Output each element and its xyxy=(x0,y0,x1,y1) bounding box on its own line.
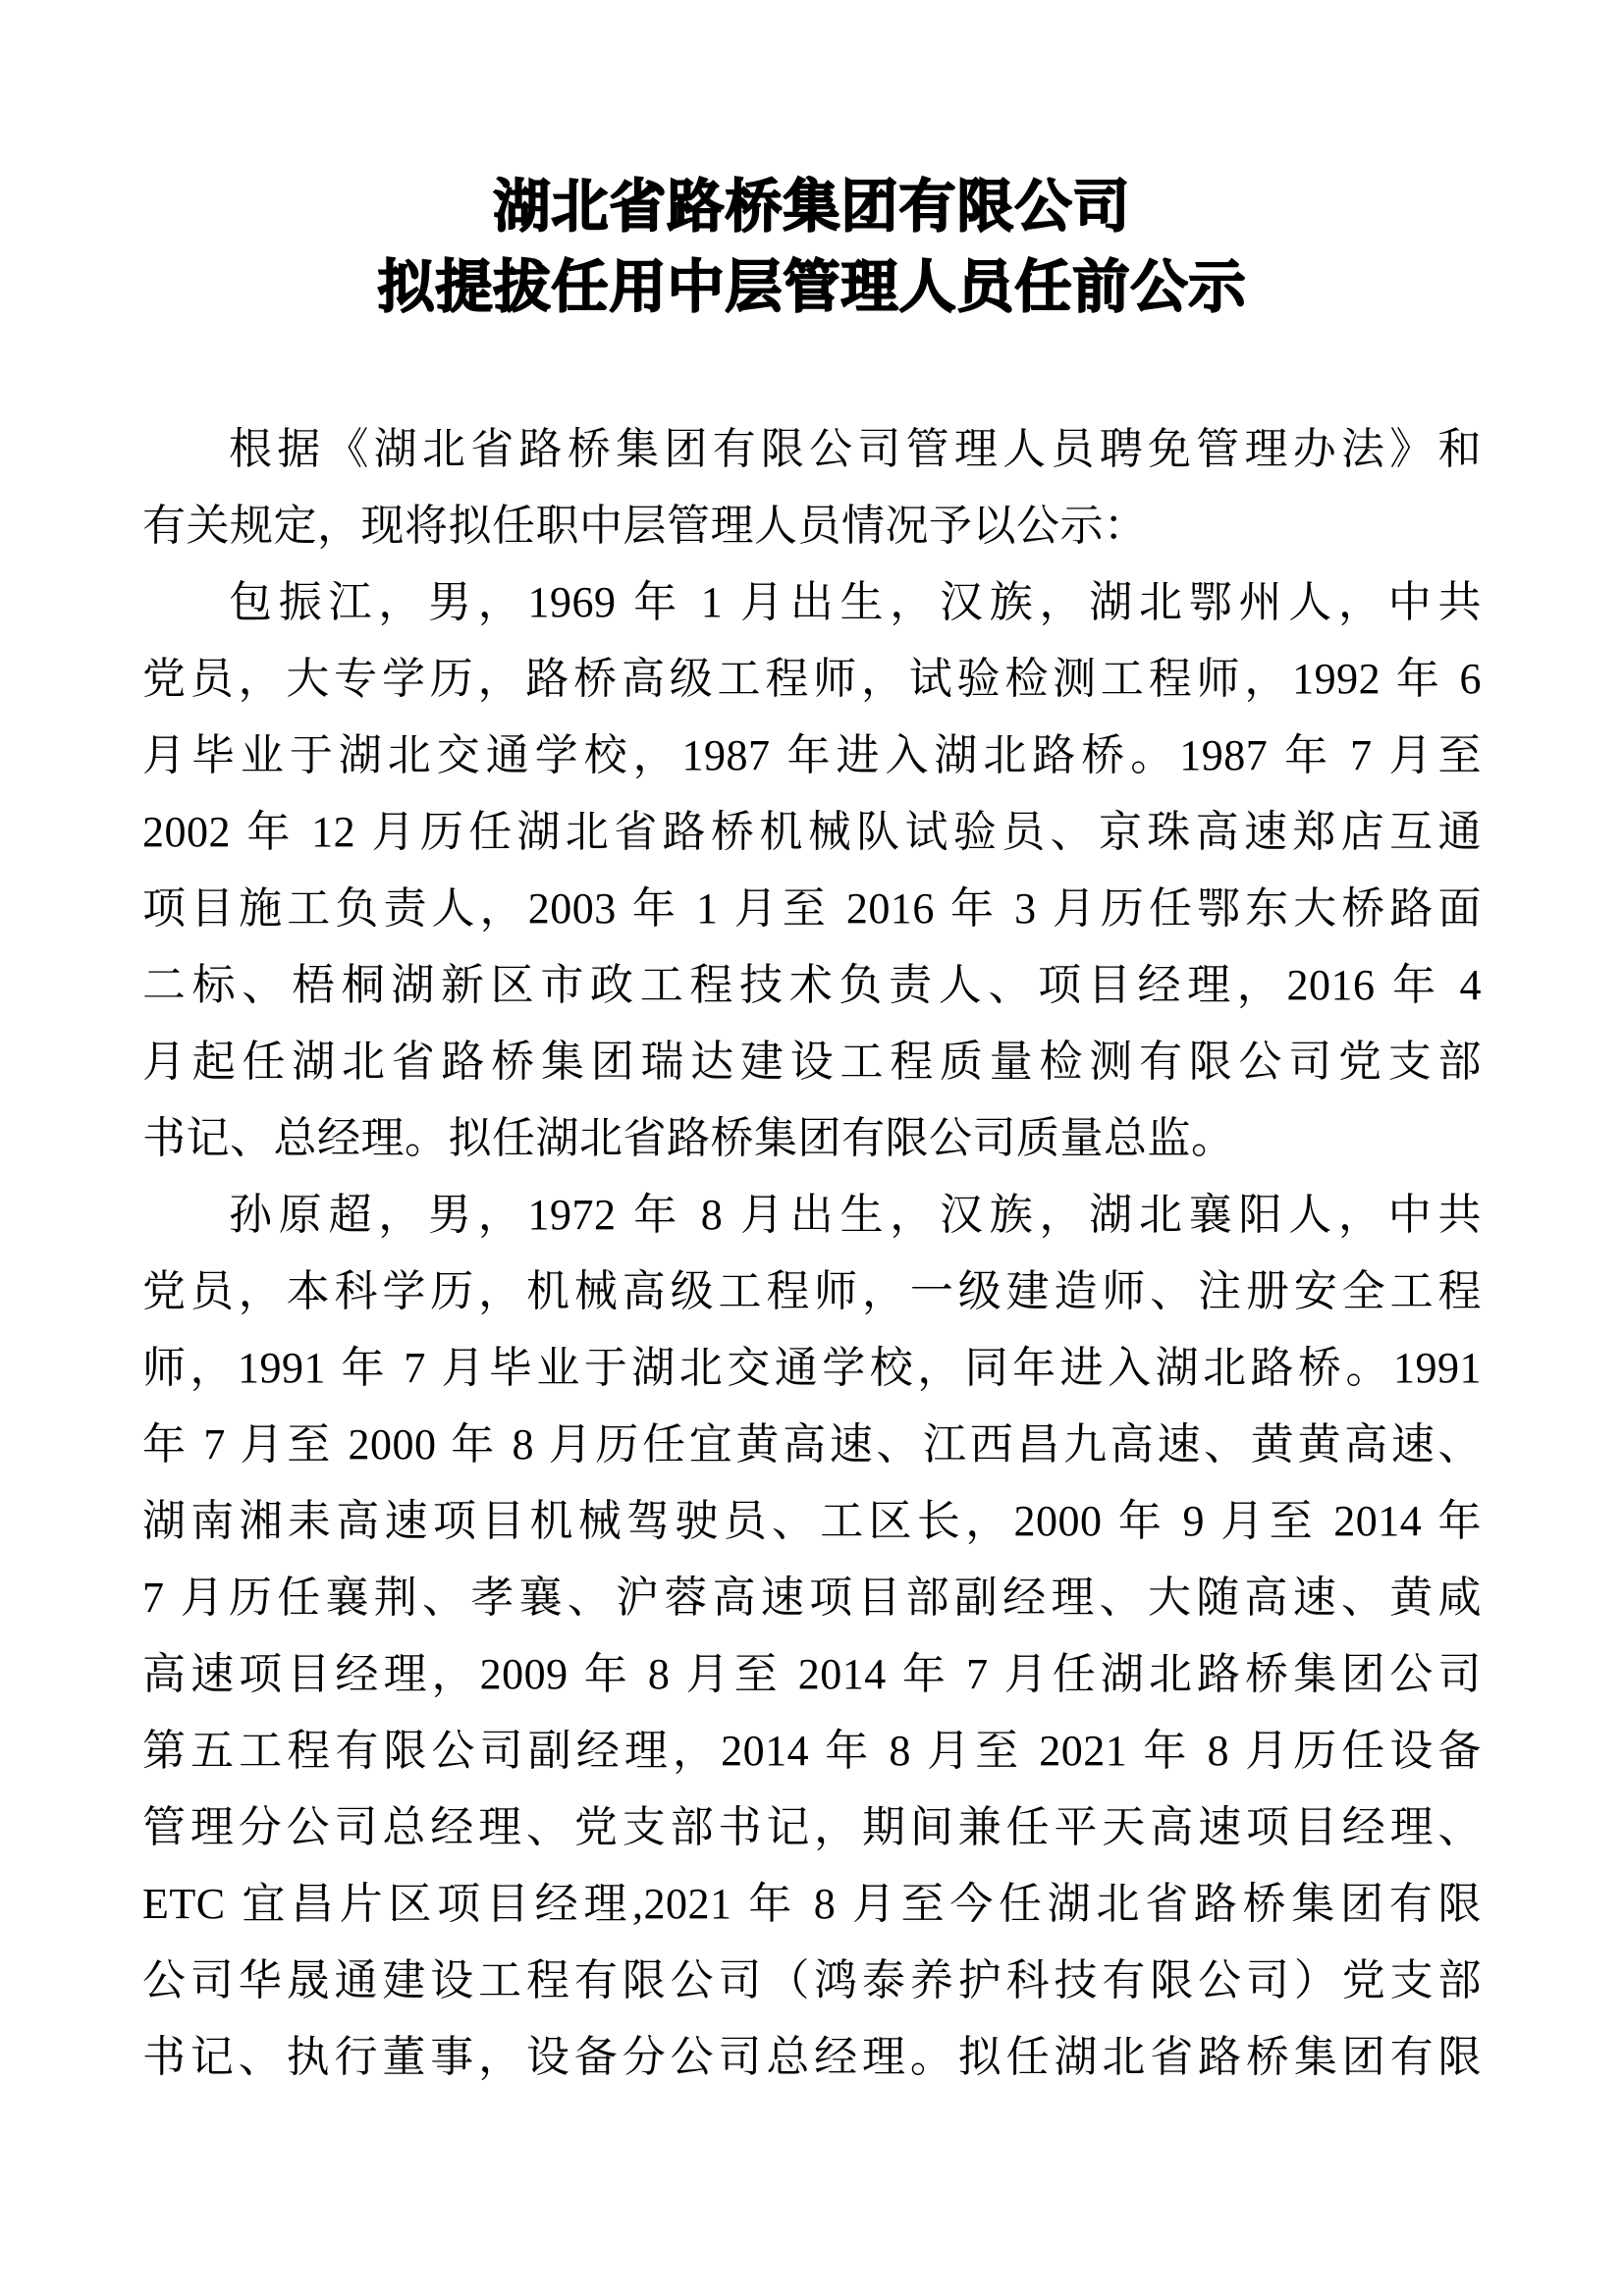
body-line-20: ETC 宜昌片区项目经理,2021 年 8 月至今任湖北省路桥集团有限 xyxy=(142,1880,1482,1928)
document-title-line-2: 拟提拔任用中层管理人员任前公示 xyxy=(377,255,1247,319)
document-body xyxy=(142,411,1482,2096)
body-line-9: 月起任湖北省路桥集团瑞达建设工程质量检测有限公司党支部 xyxy=(142,1038,1482,1086)
body-line-7: 项目施工负责人，2003 年 1 月至 2016 年 3 月历任鄂东大桥路面 xyxy=(142,884,1482,933)
body-line-13: 师，1991 年 7 月毕业于湖北交通学校，同年进入湖北路桥。1991 xyxy=(142,1344,1482,1392)
body-line-17: 高速项目经理，2009 年 8 月至 2014 年 7 月任湖北路桥集团公司 xyxy=(142,1650,1482,1698)
body-line-8: 二标、梧桐湖新区市政工程技术负责人、项目经理，2016 年 4 xyxy=(142,961,1482,1009)
body-line-12: 党员，本科学历，机械高级工程师，一级建造师、注册安全工程 xyxy=(142,1267,1482,1315)
body-line-10: 书记、总经理。拟任湖北省路桥集团有限公司质量总监。 xyxy=(142,1114,1235,1162)
body-line-14: 年 7 月至 2000 年 8 月历任宜黄高速、江西昌九高速、黄黄高速、 xyxy=(142,1420,1482,1468)
body-line-2: 有关规定，现将拟任职中层管理人员情况予以公示： xyxy=(142,502,1148,550)
body-line-1: 根据《湖北省路桥集团有限公司管理人员聘免管理办法》和 xyxy=(229,425,1482,473)
body-line-3: 包振江，男，1969 年 1 月出生，汉族，湖北鄂州人，中共 xyxy=(229,578,1482,626)
body-line-15: 湖南湘耒高速项目机械驾驶员、工区长，2000 年 9 月至 2014 年 xyxy=(142,1497,1482,1545)
body-line-19: 管理分公司总经理、党支部书记，期间兼任平天高速项目经理、 xyxy=(142,1803,1482,1851)
document-title xyxy=(142,167,1482,328)
body-line-22: 书记、执行董事，设备分公司总经理。拟任湖北省路桥集团有限 xyxy=(142,2033,1482,2081)
document-title-line-1: 湖北省路桥集团有限公司 xyxy=(493,175,1131,239)
body-line-21: 公司华晟通建设工程有限公司（鸿泰养护科技有限公司）党支部 xyxy=(142,1956,1482,2004)
body-line-11: 孙原超，男，1972 年 8 月出生，汉族，湖北襄阳人，中共 xyxy=(229,1191,1482,1239)
body-line-18: 第五工程有限公司副经理，2014 年 8 月至 2021 年 8 月历任设备 xyxy=(142,1727,1482,1775)
body-line-5: 月毕业于湖北交通学校，1987 年进入湖北路桥。1987 年 7 月至 xyxy=(142,731,1482,779)
body-line-6: 2002 年 12 月历任湖北省路桥机械队试验员、京珠高速郑店互通 xyxy=(142,808,1482,856)
body-line-16: 7 月历任襄荆、孝襄、沪蓉高速项目部副经理、大随高速、黄咸 xyxy=(142,1574,1482,1622)
body-line-4: 党员，大专学历，路桥高级工程师，试验检测工程师，1992 年 6 xyxy=(142,655,1482,703)
